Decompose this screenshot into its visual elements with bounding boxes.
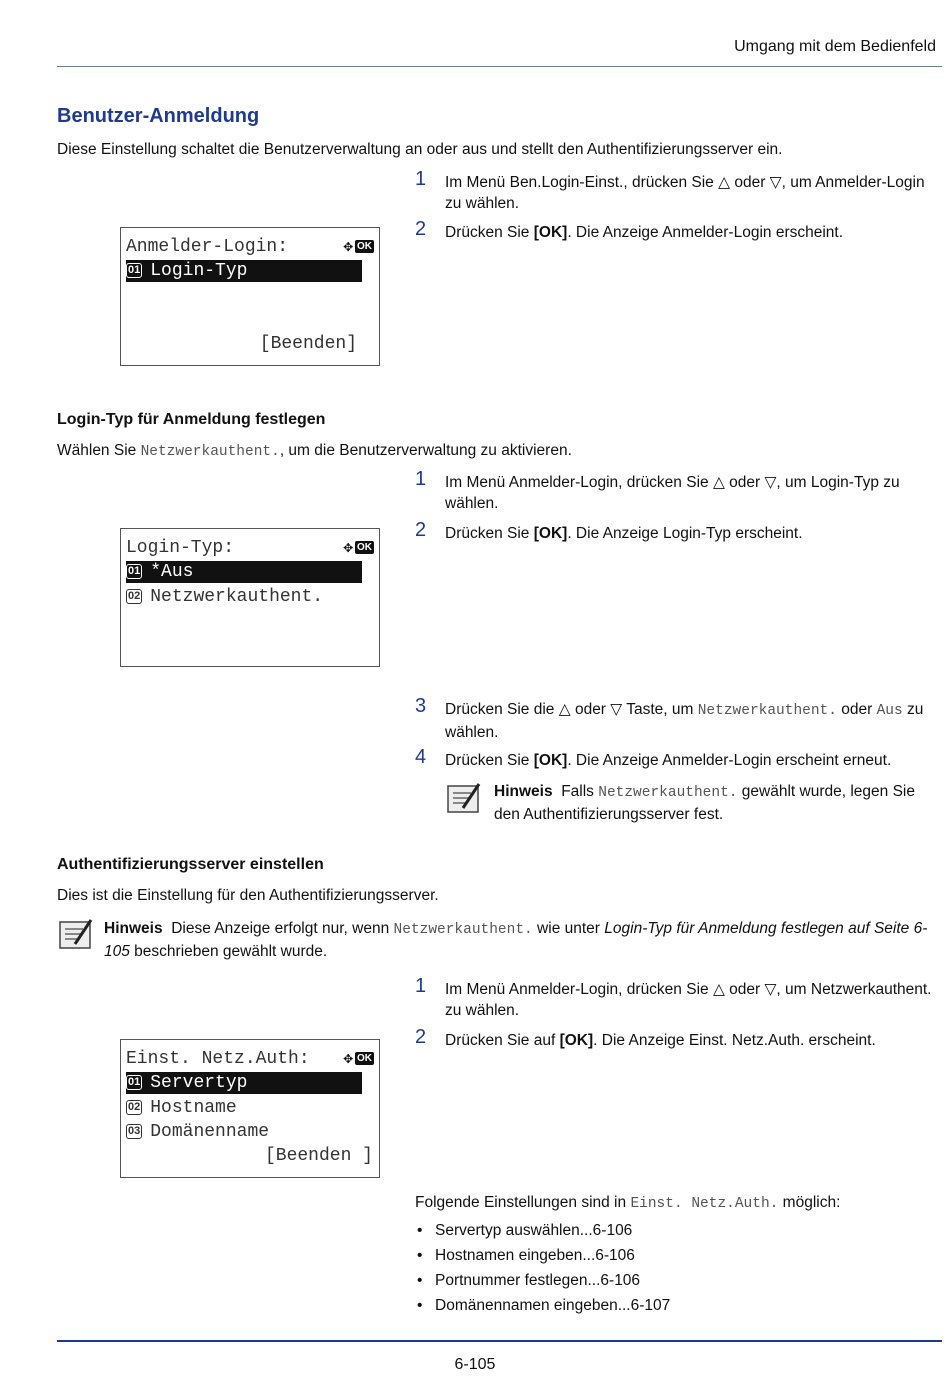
step-text: Drücken Sie auf [OK]. Die Anzeige Einst. Netz.Auth. erscheint. [445,1032,876,1049]
lcd-anmelder-login [120,227,380,366]
nav-ok-icon: ✥ OK [343,539,372,557]
header-rule [57,66,942,67]
nav-ok-icon: ✥ OK [343,238,372,256]
item-number-badge: 02 [128,1101,141,1113]
lcd-item-aus: 01 *Aus [126,561,362,583]
section-title: Benutzer-Anmeldung [57,105,260,127]
item-number-badge: 03 [128,1125,141,1137]
running-header: Umgang mit dem Bedienfeld [734,38,936,55]
step-text: Drücken Sie [OK]. Die Anzeige Anmelder-Login erscheint erneut. [445,752,892,769]
lcd-einst-netz-auth [120,1039,380,1178]
step-3 [415,695,940,743]
step-number: 1 [415,975,427,997]
note-icon [445,782,483,821]
ok-key-label: [OK] [559,1032,594,1049]
section-intro: Diese Einstellung schaltet die Benutzerverwaltung an oder aus und stellt den Authentifizierungsserver ein. [57,141,783,158]
cross-reference-link[interactable]: Login-Typ für Anmeldung festlegen auf Seite 6-105 [104,920,928,960]
lcd-footer: [Beenden ] [264,1146,373,1166]
step-number: 1 [415,468,427,490]
step-2 [415,218,940,243]
step-1 [415,168,940,214]
step-text: Im Menü Ben.Login-Einst., drücken Sie △ oder ▽, um Anmelder-Login zu wählen. [445,174,925,212]
lcd-item-servertyp: 01 Servertyp [126,1072,362,1094]
login-typ-intro: Wählen Sie Netzwerkauthent., um die Benutzerverwaltung zu aktivieren. [57,442,572,460]
step-number: 3 [415,695,427,717]
item-number-badge: 01 [128,565,141,577]
note-auth-server: Hinweis Diese Anzeige erfolgt nur, wenn Netzwerkauthent. wie unter Login-Typ für Anmeldung festlegen auf Seite 6-105 beschrieben gewählt wurde. [104,920,928,960]
note-icon [57,918,95,957]
step-1 [415,975,940,1021]
step-text: Drücken Sie [OK]. Die Anzeige Anmelder-Login erscheint. [445,224,844,241]
lcd-login-typ [120,528,380,667]
lcd-item-hostname: 02 Hostname [128,1098,237,1118]
settings-list [415,1220,670,1320]
step-text: Im Menü Anmelder-Login, drücken Sie △ oder ▽, um Login-Typ zu wählen. [445,474,900,512]
subsection-title-login-typ: Login-Typ für Anmeldung festlegen [57,411,326,428]
list-item[interactable]: • Domänennamen eingeben...6-107 [415,1295,670,1320]
step-number: 2 [415,1026,427,1048]
list-item[interactable]: • Servertyp auswählen...6-106 [415,1220,670,1245]
item-number-badge: 01 [128,264,141,276]
list-item[interactable]: • Hostnamen eingeben...6-106 [415,1245,670,1270]
nav-ok-icon: ✥ OK [343,1050,372,1068]
step-number: 1 [415,168,427,190]
auth-server-intro: Dies ist die Einstellung für den Authentifizierungsserver. [57,887,439,904]
ok-key-label: [OK] [533,752,568,769]
subsection-title-auth-server: Authentifizierungsserver einstellen [57,856,324,873]
step-4 [415,746,940,771]
lcd-footer: [Beenden] [259,334,357,354]
settings-list-intro: Folgende Einstellungen sind in Einst. Netz.Auth. möglich: [415,1194,841,1212]
ok-key-label: [OK] [533,525,568,542]
lcd-title: Login-Typ: [126,538,235,558]
lcd-title: Einst. Netz.Auth: [126,1049,310,1069]
step-number: 2 [415,218,427,240]
step-text: Drücken Sie die △ oder ▽ Taste, um Netzwerkauthent. oder Aus zu wählen. [445,701,924,741]
footer-rule [57,1340,942,1342]
item-number-badge: 01 [128,1076,141,1088]
item-number-badge: 02 [128,590,141,602]
lcd-item-netzwerkauthent: 02 Netzwerkauthent. [128,587,324,607]
lcd-item-domaenenname: 03 Domänenname [128,1122,270,1142]
ok-key-label: [OK] [533,224,568,241]
list-item[interactable]: • Portnummer festlegen...6-106 [415,1270,670,1295]
lcd-item-login-typ: 01 Login-Typ [126,260,362,282]
step-2 [415,1026,940,1051]
step-number: 2 [415,519,427,541]
step-2 [415,519,940,544]
step-text: Drücken Sie [OK]. Die Anzeige Login-Typ erscheint. [445,525,803,542]
note-login-typ: Hinweis Falls Netzwerkauthent. gewählt wurde, legen Sie den Authentifizierungsserver fest. [494,783,915,823]
page-number: 6-105 [454,1356,496,1373]
step-text: Im Menü Anmelder-Login, drücken Sie △ oder ▽, um Netzwerkauthent. zu wählen. [445,981,932,1019]
step-1 [415,468,940,514]
lcd-title: Anmelder-Login: [126,237,289,257]
step-number: 4 [415,746,427,768]
